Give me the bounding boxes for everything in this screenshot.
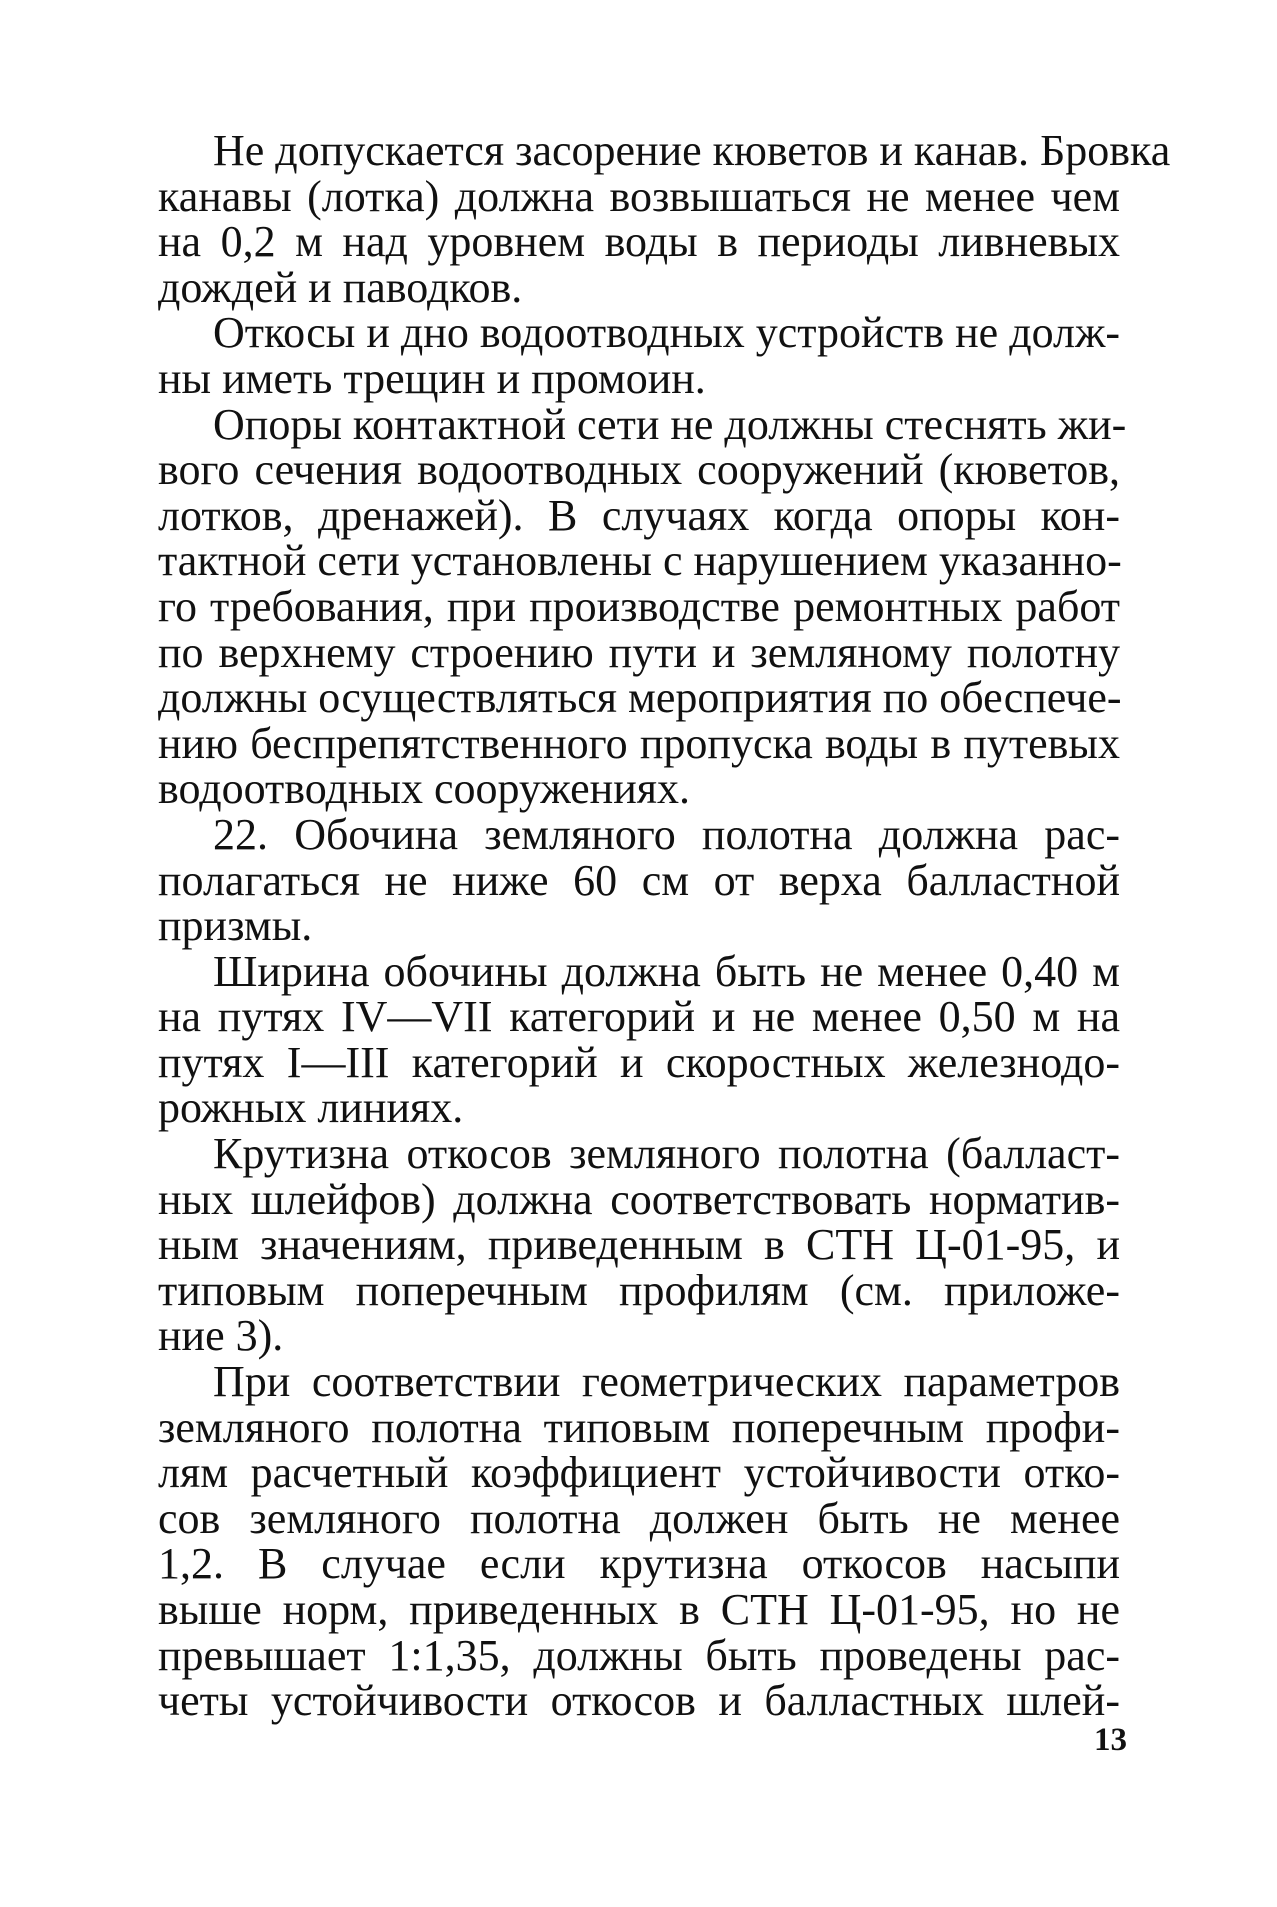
text-line: выше норм, приведенных в СТН Ц-01-95, но не (158, 1585, 1120, 1634)
text-line: путях I—III категорий и скоростных железнодо- (158, 1037, 1120, 1087)
paragraph-ditch-clogging (158, 126, 1171, 312)
text-line: ние 3). (158, 1311, 284, 1361)
text-line: водоотводных сооружениях. (158, 764, 690, 814)
body-text (158, 126, 1171, 1726)
text-line: ным значениям, приведенным в СТН Ц-01-95, и (158, 1220, 1120, 1270)
text-line: 1,2. В случае если крутизна откосов насыпи (158, 1539, 1120, 1589)
text-line: дождей и паводков. (158, 262, 523, 312)
text-line: на 0,2 м над уровнем воды в периоды ливневых (158, 217, 1120, 267)
text-line: превышает 1:1,35, должны быть проведены рас- (158, 1630, 1120, 1680)
text-line: четы устойчивости откосов и балластных шлей- (158, 1676, 1120, 1726)
text-line: призмы. (158, 901, 313, 951)
text-line: Откосы и дно водоотводных устройств не долж- (213, 308, 1121, 358)
paragraph-shoulder-width (158, 946, 1120, 1133)
page-number: 13 (1094, 1722, 1127, 1758)
text-line: го требования, при производстве ремонтных работ (158, 581, 1120, 631)
paragraph-slope-steepness (158, 1131, 1120, 1359)
paragraph-stability-coefficient (158, 1359, 1120, 1724)
text-line: на путях IV—VII категорий и не менее 0,50 м на (158, 992, 1120, 1042)
text-line: сов земляного полотна должен быть не менее (158, 1493, 1120, 1543)
paragraph-catenary-supports (158, 399, 1127, 814)
text-line: Ширина обочины должна быть не менее 0,40 м (213, 946, 1120, 996)
text-line: ны иметь трещин и промоин. (158, 353, 706, 403)
text-line: канавы (лотка) должна возвышаться не менее чем (158, 171, 1120, 221)
text-line: ных шлейфов) должна соответствовать норматив- (158, 1174, 1120, 1224)
text-line: должны осуществляться мероприятия по обеспече- (158, 673, 1122, 723)
text-line: по верхнему строению пути и земляному полотну (158, 627, 1120, 677)
text-line: рожных линиях. (158, 1083, 464, 1133)
paragraph-22-shoulder (158, 809, 1120, 951)
text-line: Крутизна откосов земляного полотна (балласт- (213, 1129, 1120, 1179)
text-line: Не допускается засорение кюветов и канав. Бровка (213, 126, 1171, 175)
text-line: лям расчетный коэффициент устойчивости отко- (158, 1448, 1120, 1498)
text-line: 22. Обочина земляного полотна должна рас- (213, 809, 1120, 859)
text-line: полагаться не ниже 60 см от верха балластной (158, 855, 1120, 905)
text-line: вого сечения водоотводных сооружений (кюветов, (158, 445, 1120, 495)
text-line: лотков, дренажей). В случаях когда опоры кон- (158, 490, 1120, 540)
paragraph-slopes-bottom (158, 310, 1120, 401)
text-line: типовым поперечным профилям (см. приложе- (158, 1265, 1120, 1315)
text-line: тактной сети установлены с нарушением указанно- (158, 536, 1122, 586)
text-line: земляного полотна типовым поперечным профи- (158, 1402, 1120, 1452)
text-line: нию беспрепятственного пропуска воды в путевых (158, 718, 1120, 768)
text-line: При соответствии геометрических параметров (213, 1357, 1120, 1407)
text-line: Опоры контактной сети не должны стеснять жи- (213, 399, 1127, 449)
